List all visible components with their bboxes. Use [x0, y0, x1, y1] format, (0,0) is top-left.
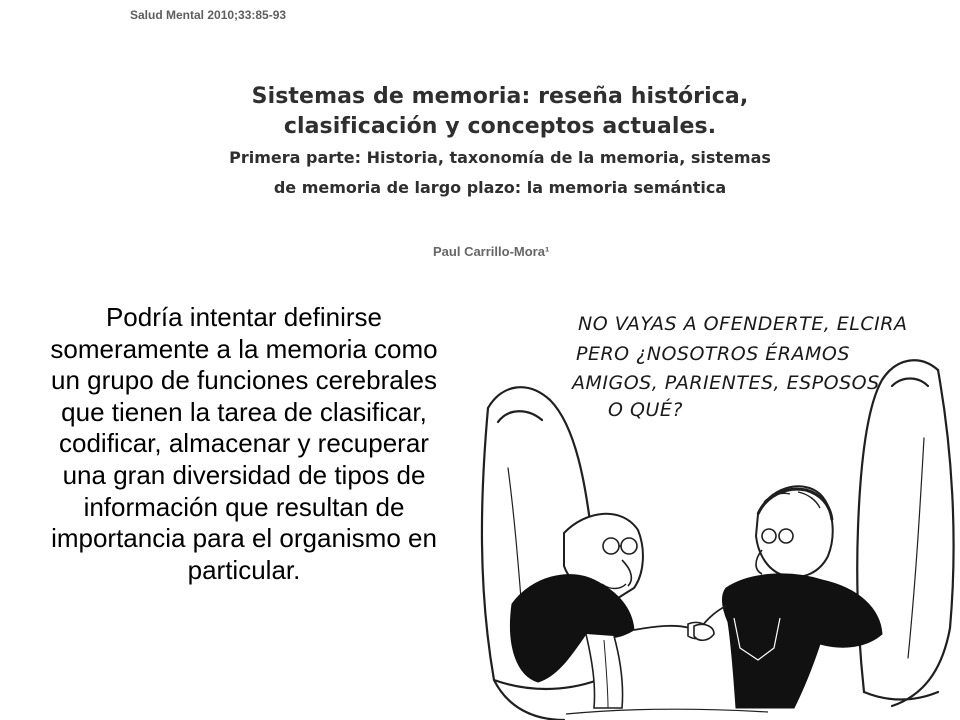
article-subtitle-line-2: de memoria de largo plazo: la memoria semántica: [273, 178, 727, 197]
floor-lines: [566, 709, 768, 714]
cartoon-drawing: [468, 288, 960, 720]
speech-line-1: NO VAYAS A OFENDERTE, ELCIRA: [578, 313, 908, 335]
body-text: Podría intentar definirse someramente a la memoria como un grupo de funciones cerebrales que tienen la tarea de clasificar, codificar, almacenar y recuperar una gran diversidad de tipos de información que resultan de importancia para el organismo en particular.: [50, 302, 438, 585]
cartoon-illustration: [468, 288, 960, 720]
speech-line-2: PERO ¿NOSOTROS ÉRAMOS: [576, 343, 850, 365]
article-title-line-2: clasificación y conceptos actuales.: [283, 114, 717, 139]
journal-reference: Salud Mental 2010;33:85-93: [130, 8, 287, 22]
article-title-line-1: Sistemas de memoria: reseña histórica,: [251, 84, 749, 109]
article-subtitle-line-1: Primera parte: Historia, taxonomía de la memoria, sistemas: [229, 148, 771, 167]
article-title-block: [170, 82, 830, 202]
speech-line-3: AMIGOS, PARIENTES, ESPOSOS: [572, 372, 880, 394]
right-armchair: [857, 360, 953, 706]
speech-line-4: O QUÉ?: [608, 399, 683, 421]
elderly-woman: [694, 486, 882, 708]
elderly-man: [510, 514, 710, 708]
article-author: Paul Carrillo-Mora¹: [433, 244, 550, 259]
